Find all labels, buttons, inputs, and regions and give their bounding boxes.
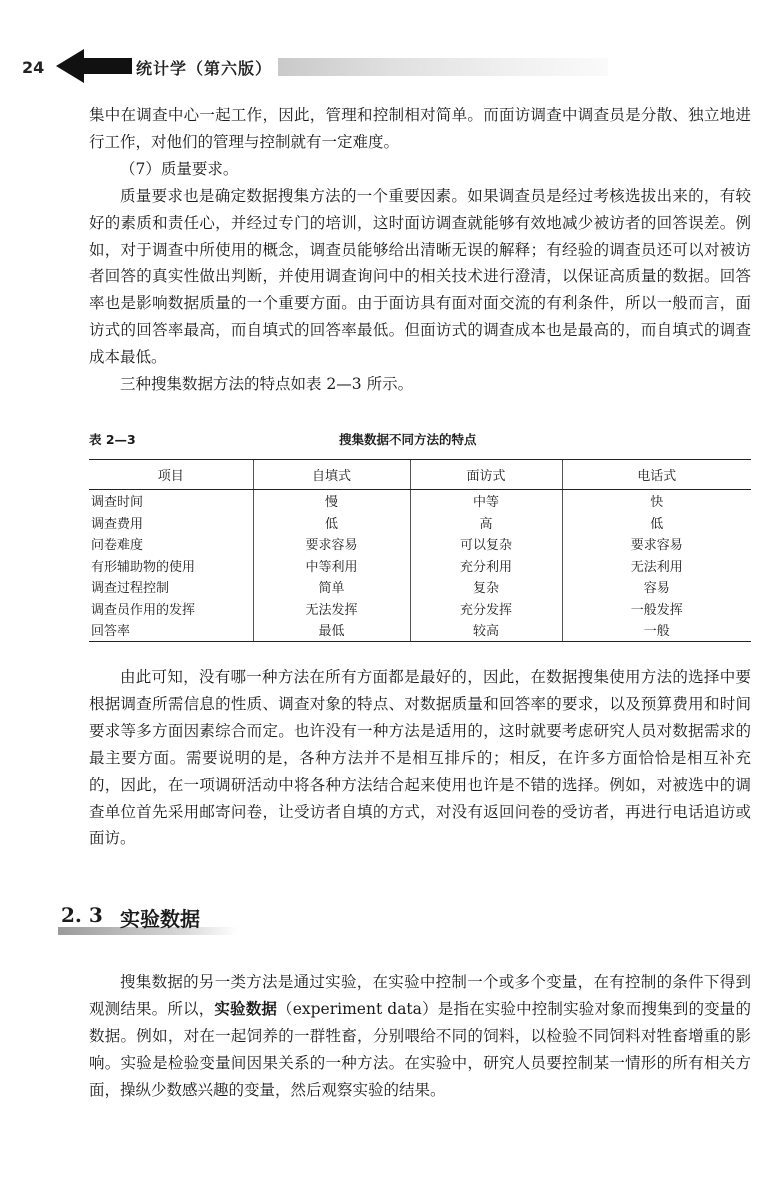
table-caption bbox=[89, 430, 751, 450]
page-header bbox=[20, 44, 779, 88]
table-cell: 一般发挥 bbox=[562, 598, 751, 620]
table-cell: 调查费用 bbox=[91, 516, 144, 532]
bottom-text-block bbox=[89, 969, 751, 1104]
table-cell: 可以复杂 bbox=[410, 533, 562, 555]
table-cell: 调查过程控制 bbox=[91, 581, 170, 597]
paragraph-table-intro: 三种搜集数据方法的特点如表 2—3 所示。 bbox=[120, 375, 414, 394]
table-cell: 无法利用 bbox=[562, 555, 751, 577]
table-cell: 复杂 bbox=[410, 576, 562, 598]
table-header-row bbox=[89, 460, 751, 490]
text-before-term: 搜集数据的另一类方法是通过实验，在实验中控制一个或多个变量，在有控制的条件下得到观测结果。所以， bbox=[89, 973, 751, 1018]
table-row bbox=[89, 555, 751, 577]
page-number: 24 bbox=[22, 58, 45, 77]
table-row bbox=[89, 512, 751, 534]
table-row bbox=[89, 598, 751, 620]
table-cell: 要求容易 bbox=[562, 533, 751, 555]
column-header: 自填式 bbox=[253, 460, 410, 490]
paragraph-continued: 集中在调查中心一起工作，因此，管理和控制相对简单。而面访调查中调查员是分散、独立地进行工作，对他们的管理与控制就有一定难度。 bbox=[89, 106, 751, 151]
table-cell: 问卷难度 bbox=[91, 538, 144, 554]
book-title: 统计学（第六版） bbox=[136, 59, 273, 78]
table-cell: 高 bbox=[410, 512, 562, 534]
table-row bbox=[89, 576, 751, 598]
table-cell: 慢 bbox=[253, 490, 410, 512]
section-heading bbox=[58, 903, 238, 935]
table-cell: 有形辅助物的使用 bbox=[91, 559, 196, 575]
table-cell: 回答率 bbox=[89, 619, 253, 641]
column-header: 项目 bbox=[89, 460, 253, 490]
section-number: 2. 3 bbox=[61, 903, 103, 927]
paragraph-conclusion: 由此可知，没有哪一种方法在所有方面都是最好的，因此，在数据搜集使用方法的选择中要根据调查所需信息的性质、调查对象的特点、对数据质量和回答率的要求，以及预算费用和时间要求等多方面因素综合而定。也许没有一种方法是适用的，这时就要考虑研究人员对数据需求的最主要方面。需要说明的是，各种方法并不是相互排斥的；相反，在许多方面恰恰是相互补充的，因此，在一项调研活动中将各种方法结合起来使用也许是不错的选择。例如，对被选中的调查单位首先采用邮寄问卷，让受访者自填的方式，对没有返回问卷的受访者，再进行电话追访或面访。 bbox=[89, 668, 751, 848]
table-row bbox=[89, 619, 751, 641]
paragraph-experiment-data bbox=[89, 969, 751, 1104]
table-row bbox=[89, 490, 751, 512]
table-cell: 一般 bbox=[562, 619, 751, 641]
table-cell: 调查员作用的发挥 bbox=[91, 602, 196, 618]
table-title: 搜集数据不同方法的特点 bbox=[339, 432, 477, 447]
table-cell: 中等 bbox=[410, 490, 562, 512]
bold-term: 实验数据 bbox=[214, 998, 278, 1018]
table-cell: 简单 bbox=[253, 576, 410, 598]
table-cell: 容易 bbox=[562, 576, 751, 598]
table-cell: 要求容易 bbox=[253, 533, 410, 555]
table-cell: 较高 bbox=[410, 619, 562, 641]
column-header: 面访式 bbox=[410, 460, 562, 490]
table-cell: 中等利用 bbox=[253, 555, 410, 577]
section-title: 实验数据 bbox=[120, 907, 200, 931]
table-cell: 低 bbox=[562, 512, 751, 534]
top-text-block bbox=[89, 102, 751, 398]
table-cell: 调查时间 bbox=[91, 495, 144, 511]
table-cell: 低 bbox=[253, 512, 410, 534]
table-cell: 充分利用 bbox=[410, 555, 562, 577]
list-item-quality: （7）质量要求。 bbox=[120, 159, 239, 178]
table-number: 表 2—3 bbox=[89, 432, 136, 447]
methods-table bbox=[89, 459, 751, 642]
table-cell: 无法发挥 bbox=[253, 598, 410, 620]
table-row bbox=[89, 533, 751, 555]
middle-text-block bbox=[89, 664, 751, 852]
table-cell: 快 bbox=[562, 490, 751, 512]
left-arrow-icon bbox=[54, 46, 134, 86]
header-decoration bbox=[278, 58, 608, 76]
table-cell: 最低 bbox=[253, 619, 410, 641]
text-after-term: （experiment data）是指在实验中控制实验对象而搜集到的变量的数据。例如，对在一起饲养的一群牲畜，分别喂给不同的饲料，以检验不同饲料对牲畜增重的影响。实验是检验变量间因果关系的一种方法。在实验中，研究人员要控制某一情形的所有相关方面，操纵少数感兴趣的变量，然后观察实验的结果。 bbox=[89, 999, 751, 1099]
column-header: 电话式 bbox=[562, 460, 751, 490]
paragraph-quality: 质量要求也是确定数据搜集方法的一个重要因素。如果调查员是经过考核选拔出来的，有较好的素质和责任心，并经过专门的培训，这时面访调查就能够有效地减少被访者的回答误差。例如，对于调查中所使用的概念，调查员能够给出清晰无误的解释；有经验的调查员还可以对被访者回答的真实性做出判断，并使用调查询问中的相关技术进行澄清，以保证高质量的数据。回答率也是影响数据质量的一个重要方面。由于面访具有面对面交流的有利条件，所以一般而言，面访式的回答率最高，而自填式的回答率最低。但面访式的调查成本也是最高的，而自填式的调查成本最低。 bbox=[89, 186, 751, 367]
table-cell: 充分发挥 bbox=[410, 598, 562, 620]
